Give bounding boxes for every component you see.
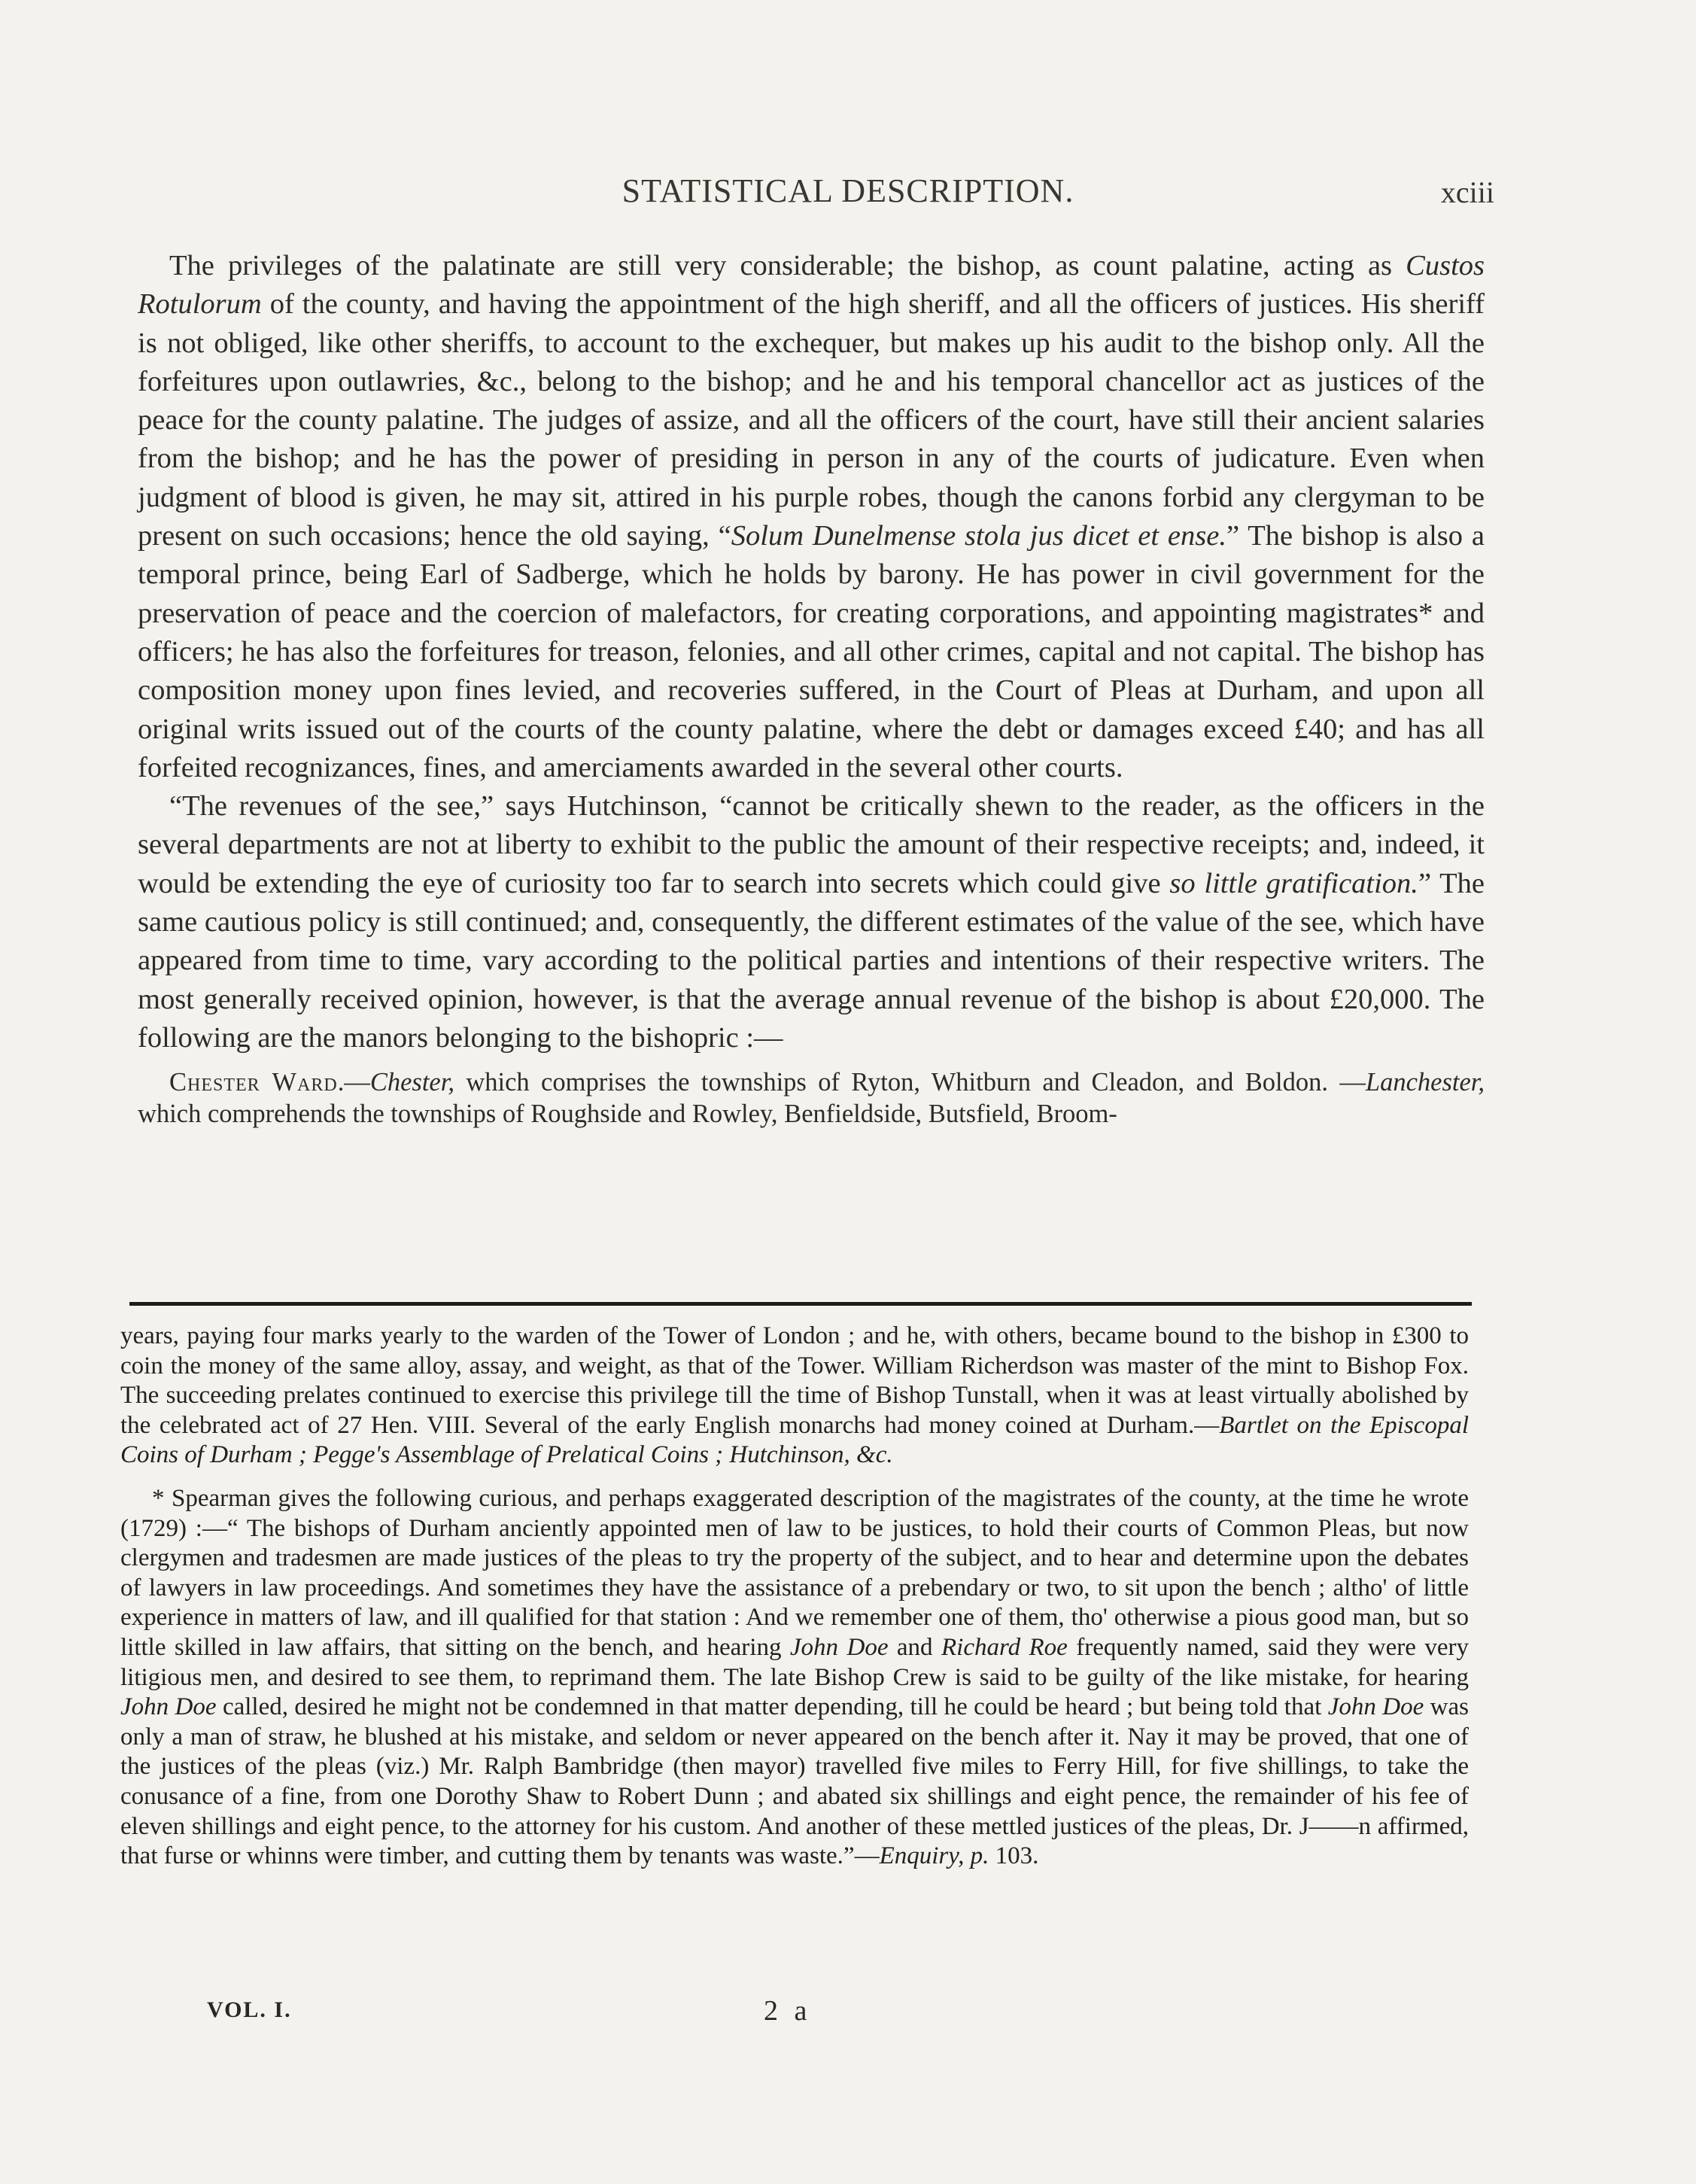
volume-label: VOL. I.: [207, 1997, 292, 2022]
page-number: xciii: [1440, 175, 1494, 209]
paragraph-privileges: The privileges of the palatinate are still very considerable; the bishop, as count palatine, acting as Custos Rotulorum of the county, and having the appointment of the high sheriff, and all the officers of justices. His sheriff is not obliged, like other sheriffs, to account to the exchequer, but makes up his audit to the bishop only. All the forfeitures upon outlawries, &c., belong to the bishop; and he and his temporal chancellor act as justices of the peace for the county palatine. The judges of assize, and all the officers of the court, have still their ancient salaries from the bishop; and he has the power of presiding in person in any of the courts of judicature. Even when judgment of blood is given, he may sit, attired in his purple robes, though the canons forbid any clergyman to be present on such occasions; hence the old saying, “Solum Dunelmense stola jus dicet et ense.” The bishop is also a temporal prince, being Earl of Sadberge, which he holds by barony. He has power in civil government for the preservation of peace and the coercion of malefactors, for creating corporations, and appointing magistrates* and officers; he has also the forfeitures for treason, felonies, and all other crimes, capital and not capital. The bishop has composition money upon fines levied, and recoveries suffered, in the Court of Pleas at Durham, and upon all original writs issued out of the courts of the county palatine, where the debt or damages exceed £40; and has all forfeited recognizances, fines, and amerciaments awarded in the several other courts.: [138, 250, 1485, 783]
page-header: [0, 172, 1696, 217]
footnote-divider: [129, 1302, 1472, 1306]
signature-mark: 2 a: [764, 1995, 812, 2027]
paragraph-revenues: “The revenues of the see,” says Hutchinson, “cannot be critically shewn to the reader, as the officers in the several departments are not at liberty to exhibit to the public the amount of their respective receipts; and, indeed, it would be extending the eye of curiosity too far to search into secrets which could give so little gratification.” The same cautious policy is still continued; and, consequently, the different estimates of the value of the see, which have appeared from time to time, vary according to the political parties and intentions of their respective writers. The most generally received opinion, however, is that the average annual revenue of the bishop is about £20,000. The following are the manors belonging to the bishopric :—: [138, 790, 1485, 1054]
footnotes: [120, 1322, 1469, 1872]
main-text: [138, 247, 1485, 1130]
running-title: STATISTICAL DESCRIPTION.: [622, 172, 1074, 209]
paragraph-manors: Chester Ward.—Chester, which comprises the townships of Ryton, Whitburn and Cleadon, and Boldon. —Lanchester, which comprehends the townships of Roughside and Rowley, Benfieldside, Butsfield, Broom-: [138, 1068, 1485, 1129]
footnote-spearman: * Spearman gives the following curious, and perhaps exaggerated description of the magistrates of the county, at the time he wrote (1729) :—“ The bishops of Durham anciently appointed men of law to be justices, to hold their courts of Common Pleas, but now clergymen and tradesmen are made justices of the pleas to try the property of the subject, and to hear and determine upon the debates of lawyers in law proceedings. And sometimes they have the assistance of a prebendary or two, to sit upon the bench ; altho' of little experience in matters of law, and ill qualified for that station : And we remember one of them, tho' otherwise a pious good man, but so little skilled in law affairs, that sitting on the bench, and hearing John Doe and Richard Roe frequently named, said they were very litigious men, and desired to see them, to reprimand them. The late Bishop Crew is said to be guilty of the like mistake, for hearing John Doe called, desired he might not be condemned in that matter depending, till he could be heard ; but being told that John Doe was only a man of straw, he blushed at his mistake, and seldom or never appeared on the bench after it. Nay it may be proved, that one of the justices of the pleas (viz.) Mr. Ralph Bambridge (then mayor) travelled five miles to Ferry Hill, for five shillings, to take the conusance of a fine, from one Dorothy Shaw to Robert Dunn ; and abated six shillings and eight pence, the remainder of his fee of eleven shillings and eight pence, to the attorney for his custom. And another of these mettled justices of the pleas, Dr. J——n affirmed, that furse or whinns were timber, and cutting them by tenants was waste.”—Enquiry, p. 103.: [120, 1484, 1469, 1870]
page-footer: [0, 1994, 1696, 2032]
footnote-continued: years, paying four marks yearly to the warden of the Tower of London ; and he, with others, became bound to the bishop in £300 to coin the money of the same alloy, assay, and weight, as that of the Tower. William Richerdson was master of the mint to Bishop Fox. The succeeding prelates continued to exercise this privilege till the time of Bishop Tunstall, when it was at least virtually abolished by the celebrated act of 27 Hen. VIII. Several of the early English monarchs had money coined at Durham.—Bartlet on the Episcopal Coins of Durham ; Pegge's Assemblage of Prelatical Coins ; Hutchinson, &c.: [120, 1322, 1469, 1469]
